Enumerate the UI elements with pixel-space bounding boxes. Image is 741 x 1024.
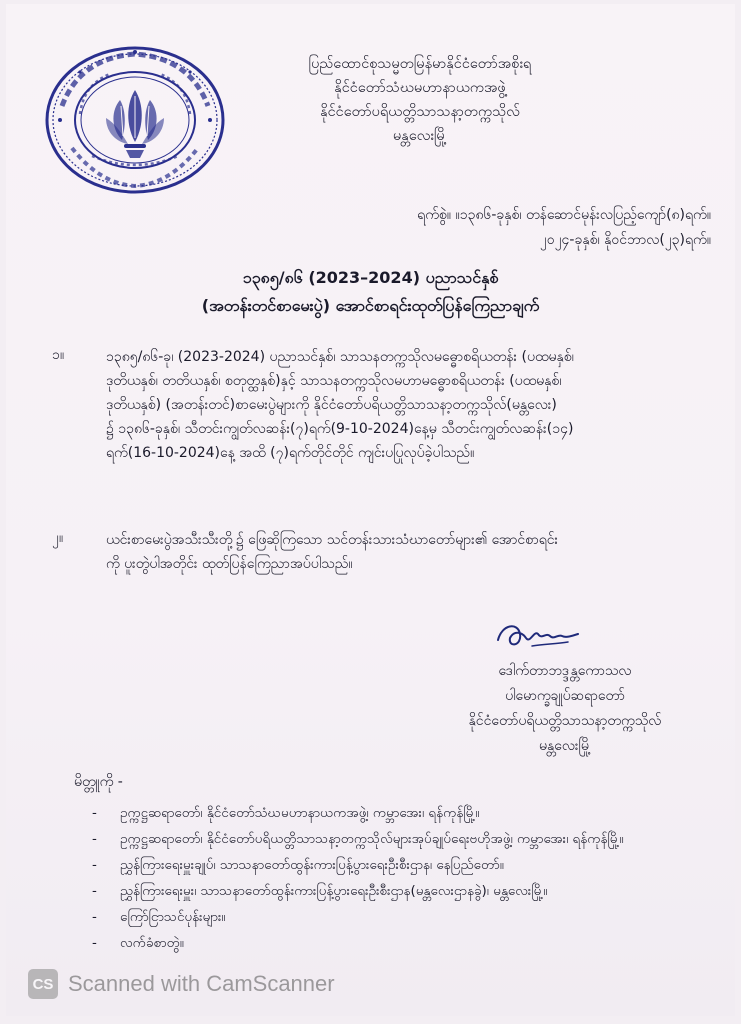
list-item	[92, 826, 624, 852]
list-item-text: ဥက္ကဋ္ဌဆရာတော်၊ နိုင်ငံတော်ပရိယတ္တိသာသနာ့တက္ကသိုလ်များအုပ်ချုပ်ရေးဗဟိုအဖွဲ့၊ ကမ္ဘာအေး၊ ရန်ကုန်မြို့။	[120, 831, 624, 847]
list-dash: -	[92, 883, 97, 899]
paragraph-line: ယင်းစာမေးပွဲအသီးသီးတို့၌ ဖြေဆိုကြသော သင်တန်းသားသံဃာတော်များ၏ အောင်စာရင်း	[106, 532, 559, 548]
camscanner-logo-icon: CS	[28, 969, 58, 999]
reference-date-lunar: ရက်စွဲ။ ။၁၃၈၆-ခုနှစ်၊ တန်ဆောင်မုန်းလပြည့်ကျော်(၈)ရက်။	[417, 207, 711, 223]
signatory-city: မန္တလေးမြို့	[538, 738, 592, 754]
copies-heading: မိတ္တူကို -	[74, 774, 123, 790]
list-item-text: ကြော်ငြာသင်ပုန်းများ။	[120, 909, 226, 925]
list-item	[92, 904, 624, 930]
paragraph-1	[106, 345, 726, 465]
letterhead-government: ပြည်ထောင်စုသမ္မတမြန်မာနိုင်ငံတော်အစိုးရ	[308, 56, 532, 72]
list-item	[92, 878, 624, 904]
official-seal-icon	[40, 44, 230, 196]
reference-date-gregorian: ၂၀၂၄-ခုနှစ်၊ နိုဝင်ဘာလ(၂၃)ရက်။	[539, 232, 711, 248]
list-dash: -	[92, 831, 97, 847]
signatory-institution: နိုင်ငံတော်ပရိယတ္တိသာသနာ့တက္ကသိုလ်	[468, 713, 662, 729]
document-title: ၁၃၈၅/၈၆ (2023–2024) ပညာသင်နှစ်	[242, 268, 499, 287]
paragraph-line: ဒုတိယနှစ်၊ တတိယနှစ်၊ စတုတ္ထနှစ်)နှင့် သာသနတက္ကသိုလမဟာမဓ္ဓောစရိယတန်း (ပထမနှစ်၊	[106, 373, 562, 389]
list-item	[92, 800, 624, 826]
list-item-text: ညွှန်ကြားရေးမှူး၊ သာသနာတော်ထွန်းကားပြန့်ပွားရေးဦးစီးဌာန(မန္တလေးဌာနခွဲ)၊ မန္တလေးမြို့။	[120, 883, 548, 899]
watermark-text: Scanned with CamScanner	[68, 971, 335, 996]
list-item	[92, 852, 624, 878]
letterhead	[270, 52, 570, 148]
signatory-block	[415, 659, 715, 759]
letterhead-sangha-committee: နိုင်ငံတော်သံဃမဟာနာယကအဖွဲ့	[334, 80, 506, 96]
paragraph-line: ၁၃၈၅/၈၆-ခု၊ (2023-2024) ပညာသင်နှစ်၊ သာသနတက္ကသိုလမဓ္ဓောစရိယတန်း (ပထမနှစ်၊	[106, 349, 574, 365]
document-subtitle: (အတန်းတင်စာမေးပွဲ) အောင်စာရင်းထုတ်ပြန်ကြေညာချက်	[201, 296, 540, 315]
list-item-text: လက်ခံစာတွဲ။	[120, 935, 184, 951]
list-dash: -	[92, 857, 97, 873]
camscanner-watermark	[28, 968, 335, 1000]
signatory-position: ပါမောက္ခချုပ်ဆရာတော်	[505, 688, 625, 704]
paragraph-2	[106, 528, 726, 576]
letterhead-city: မန္တလေးမြို့	[393, 128, 447, 144]
signature-icon	[492, 616, 582, 656]
paragraph-line: ရက်(16-10-2024)နေ့ အထိ (၇)ရက်တိုင်တိုင် ကျင်းပပြုလုပ်ခဲ့ပါသည်။	[106, 445, 475, 461]
list-dash: -	[92, 935, 97, 951]
list-item-text: ညွှန်ကြားရေးမှူးချုပ်၊ သာသနာတော်ထွန်းကားပြန့်ပွားရေးဦးစီးဌာန၊ နေပြည်တော်။	[120, 857, 504, 873]
list-item-text: ဥက္ကဋ္ဌဆရာတော်၊ နိုင်ငံတော်သံဃမဟာနာယကအဖွဲ့၊ ကမ္ဘာအေး၊ ရန်ကုန်မြို့။	[120, 805, 480, 821]
list-item	[92, 930, 624, 956]
list-dash: -	[92, 805, 97, 821]
copies-list	[92, 800, 624, 956]
paragraph-line: ကို ပူးတွဲပါအတိုင်း ထုတ်ပြန်ကြေညာအပ်ပါသည်။	[106, 556, 353, 572]
para2-number: ၂။	[52, 530, 64, 546]
paragraph-line: ၌ ၁၃၈၆-ခုနှစ်၊ သီတင်းကျွတ်လဆန်း(၇)ရက်(9-10-2024)နေ့မှ သီတင်းကျွတ်လဆန်း(၁၄)	[106, 421, 574, 437]
signatory-name: ဒေါက်တာဘဒ္ဒန္တကောသလ	[498, 663, 632, 679]
list-dash: -	[92, 909, 97, 925]
paragraph-line: ဒုတိယနှစ်) (အတန်းတင်)စာမေးပွဲများကို နိုင်ငံတော်ပရိယတ္တိသာသနာ့တက္ကသိုလ်(မန္တလေး)	[106, 397, 557, 413]
letterhead-university: နိုင်ငံတော်ပရိယတ္တိသာသနာ့တက္ကသိုလ်	[320, 104, 520, 120]
reference-block	[417, 203, 711, 253]
para1-number: ၁။	[52, 347, 65, 363]
